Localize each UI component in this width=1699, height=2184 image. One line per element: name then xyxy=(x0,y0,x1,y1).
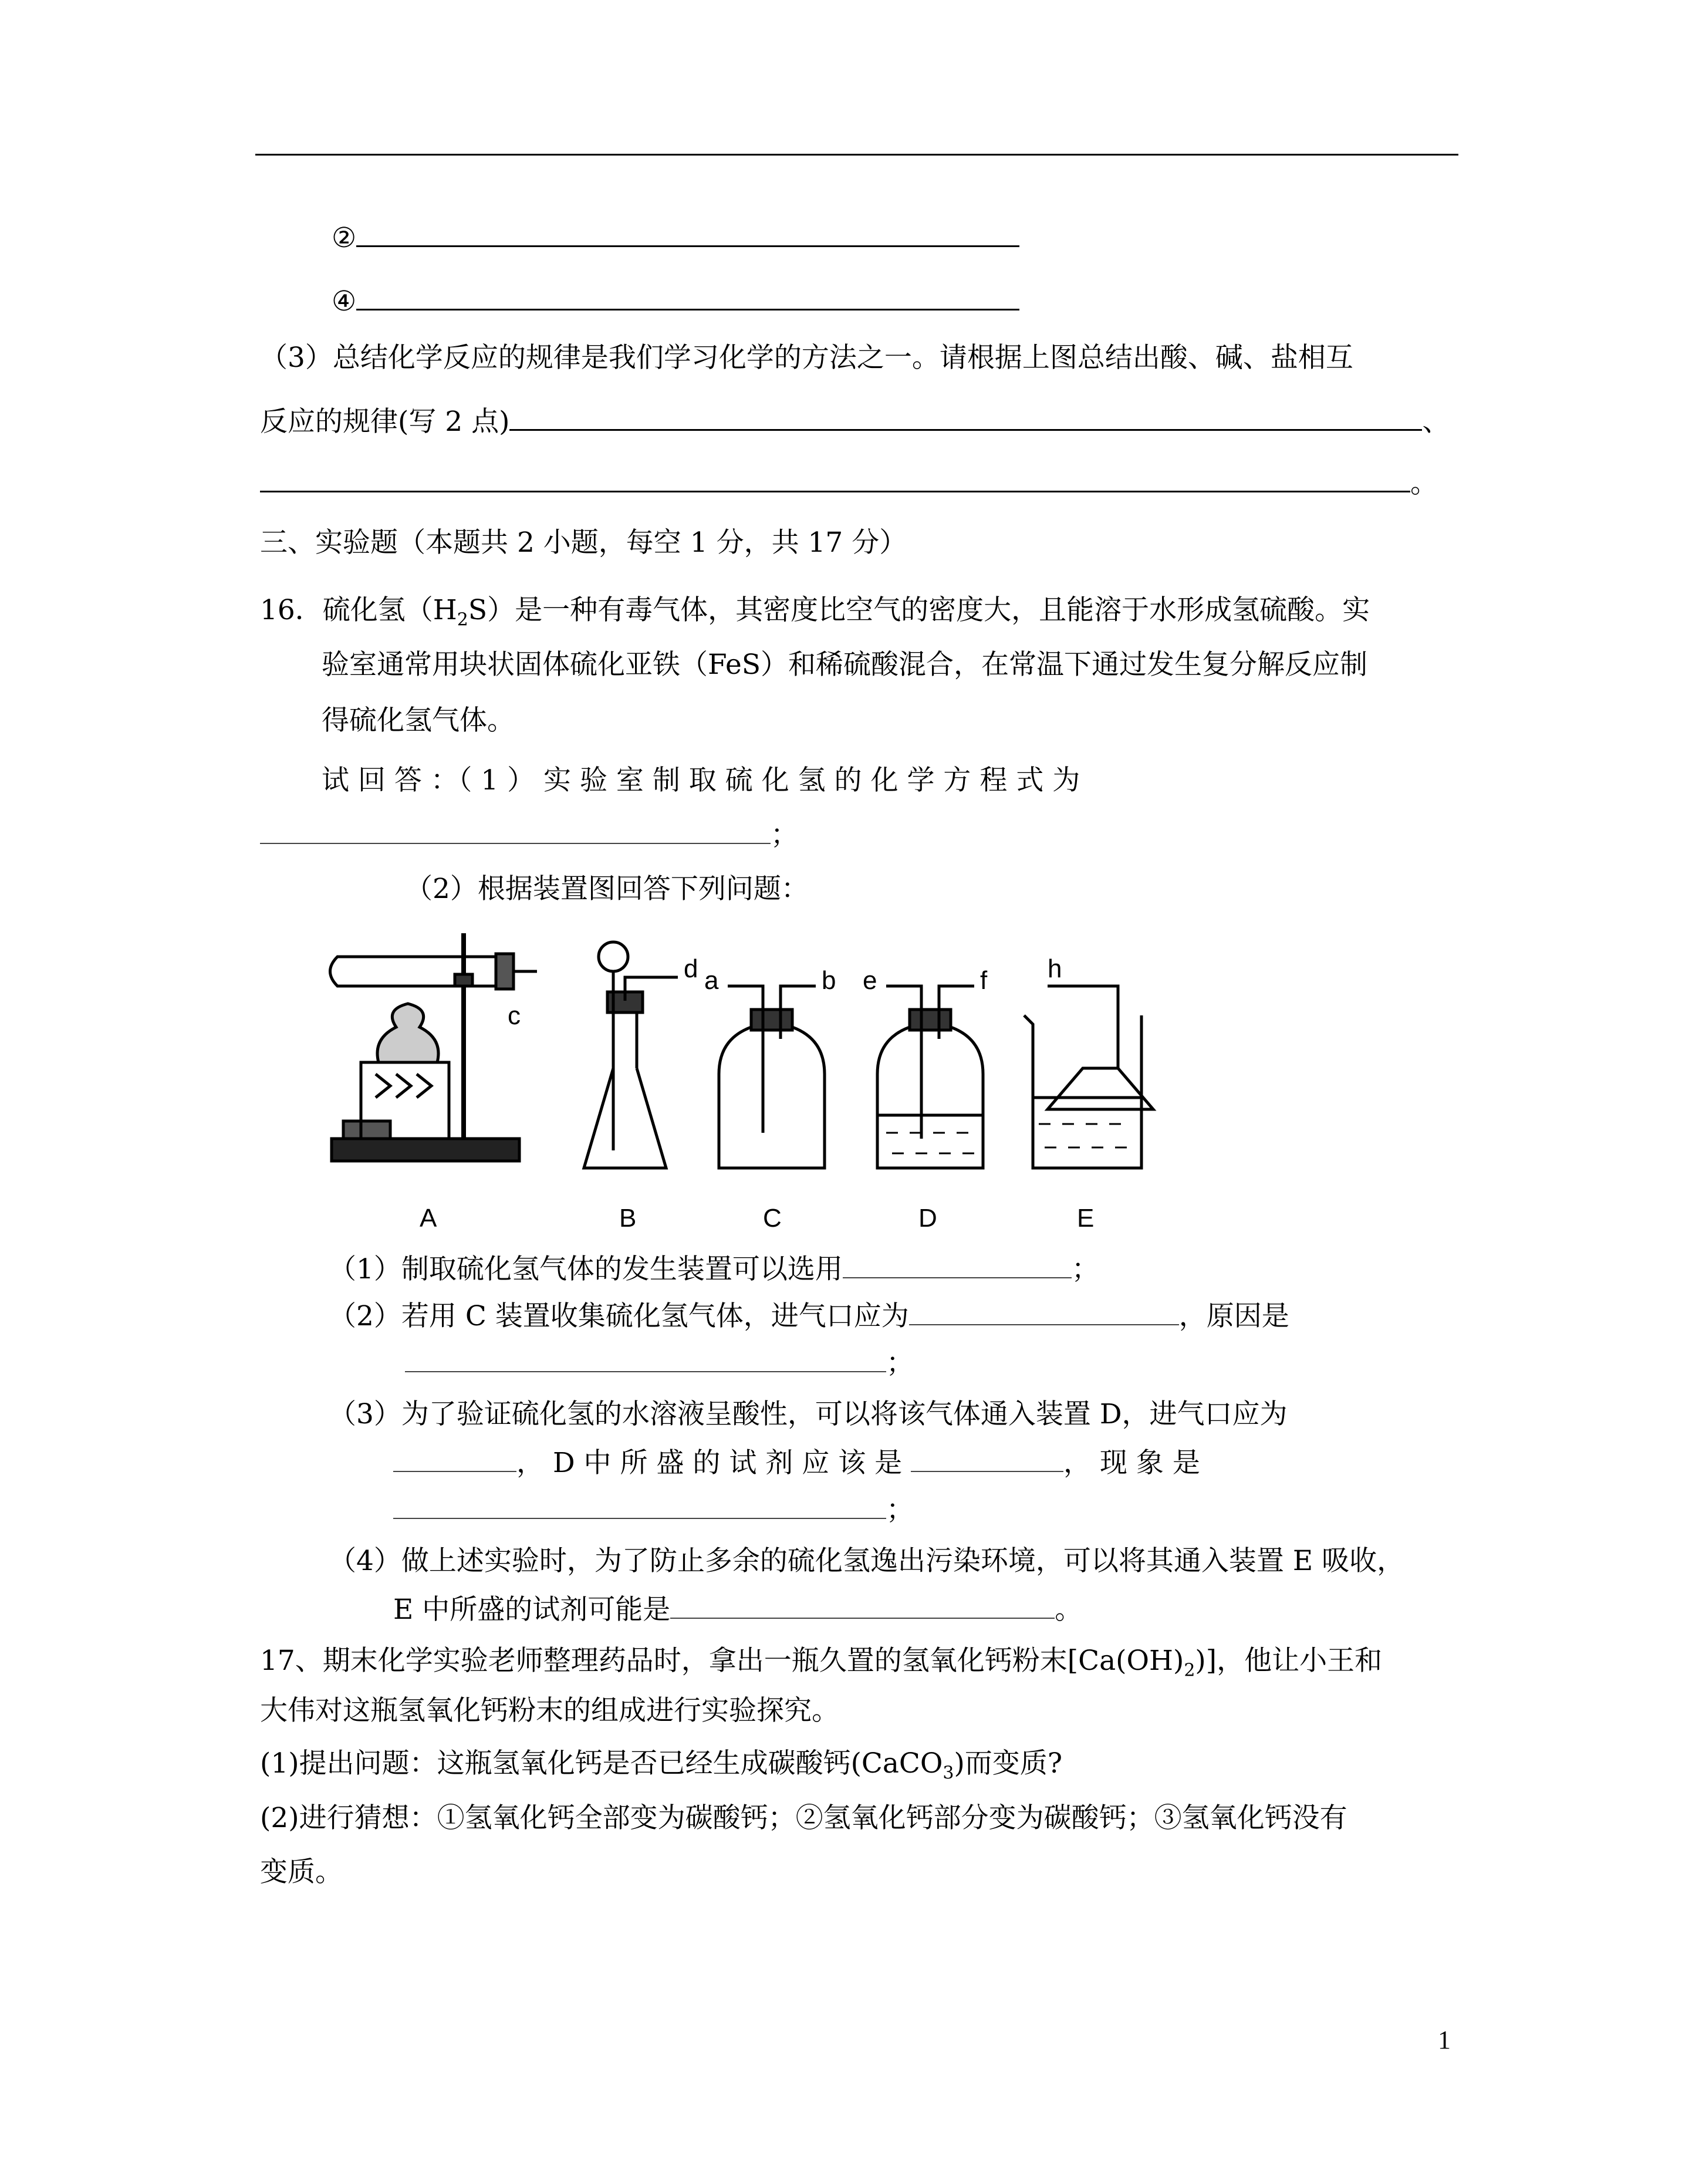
answer-blank[interactable] xyxy=(393,1491,886,1519)
apparatus-label-d: D xyxy=(918,1204,937,1233)
q16-sub1: （1）制取硫化氢气体的发生装置可以选用 ； xyxy=(329,1250,1099,1287)
q16-line1: 16．硫化氢$(H_2S)$是一种有毒气体，其密度比空气的密度大，且能溶于水形成氢硫酸。实 xyxy=(260,594,1370,630)
q15-item-4: ④ xyxy=(332,282,1019,319)
apparatus-label-a: A xyxy=(420,1204,437,1233)
q16-sub3-cont2: ； xyxy=(393,1491,914,1528)
apparatus-b xyxy=(584,942,678,1168)
apparatus-label-e: E xyxy=(1077,1204,1095,1233)
answer-blank[interactable] xyxy=(911,1444,1063,1472)
answer-blank[interactable] xyxy=(843,1250,1072,1278)
q17-line5: 变质。 xyxy=(260,1856,343,1888)
q15-item-2: ② xyxy=(332,218,1019,256)
q15-part3-line3: 。 xyxy=(260,464,1438,501)
q16-line3: 得硫化氢气体。 xyxy=(322,704,515,737)
apparatus-label-c: C xyxy=(763,1204,782,1233)
port-a-label: a xyxy=(704,966,719,995)
q16-sub4-cont: E 中所盛的试剂可能是 。 xyxy=(393,1591,1082,1628)
answer-blank[interactable] xyxy=(405,1344,886,1372)
page-number: 1 xyxy=(1438,2026,1451,2054)
apparatus-d xyxy=(877,986,983,1168)
port-e-label: e xyxy=(863,966,877,995)
q16-sub4: （4）做上述实验时，为了防止多余的硫化氢逸出污染环境，可以将其通入装置 E 吸收， xyxy=(329,1545,1405,1577)
answer-blank[interactable] xyxy=(356,282,1019,310)
answer-blank[interactable] xyxy=(260,816,771,844)
q15-part3-line1: （3）总结化学反应的规律是我们学习化学的方法之一。请根据上图总结出酸、碱、盐相互 xyxy=(260,342,1353,374)
q16-sub2-cont: ； xyxy=(405,1344,914,1381)
answer-blank[interactable] xyxy=(393,1444,516,1472)
apparatus-figure xyxy=(320,921,1376,1250)
q16-sub3: （3）为了验证硫化氢的水溶液呈酸性，可以将该气体通入装置 D，进气口应为 xyxy=(329,1398,1288,1430)
answer-blank[interactable] xyxy=(670,1591,1055,1619)
q16-line2: 验室通常用块状固体硫化亚铁（FeS）和稀硫酸混合，在常温下通过发生复分解反应制 xyxy=(322,649,1368,681)
answer-blank[interactable] xyxy=(356,218,1019,247)
answer-blank[interactable] xyxy=(909,1297,1179,1325)
port-d-label: d xyxy=(684,954,698,983)
apparatus-c xyxy=(719,986,825,1168)
port-b-label: b xyxy=(822,966,836,995)
port-h-label: h xyxy=(1048,954,1062,983)
q15-part3-line2: 反应的规律(写 2 点) 、 xyxy=(260,402,1450,440)
q16-line5: ； xyxy=(260,816,798,853)
header-rule xyxy=(255,154,1458,156)
q16-sub2: （2）若用 C 装置收集硫化氢气体，进气口应为 ，原因是 xyxy=(329,1297,1289,1334)
q17-line1: 17、期末化学实验老师整理药品时，拿出一瓶久置的氢氧化钙粉末$[Ca(OH)_2)$]，他让小王和 xyxy=(260,1645,1383,1681)
apparatus-e xyxy=(1024,986,1153,1168)
answer-blank[interactable] xyxy=(260,464,1410,492)
q16-sub3-cont: ， D 中 所 盛 的 试 剂 应 该 是 ， 现 象 是 xyxy=(393,1444,1200,1481)
q17-line2: 大伟对这瓶氢氧化钙粉末的组成进行实验探究。 xyxy=(260,1694,839,1727)
q17-line4: (2)进行猜想：①氢氧化钙全部变为碳酸钙；②氢氧化钙部分变为碳酸钙；③氢氧化钙没有 xyxy=(260,1802,1347,1834)
port-c-label: c xyxy=(508,1001,521,1030)
apparatus-a xyxy=(330,933,538,1161)
q17-line3: (1)提出问题：这瓶氢氧化钙是否已经生成碳酸钙(CaCO$_3$)而变质? xyxy=(260,1747,1063,1784)
q16-line4: 试 回 答 ：（ 1 ） 实 验 室 制 取 硫 化 氢 的 化 学 方 程 式 为 xyxy=(322,764,1080,796)
apparatus-label-b: B xyxy=(619,1204,637,1233)
port-f-label: f xyxy=(980,966,988,995)
section-heading: 三、实验题（本题共 2 小题，每空 1 分，共 17 分） xyxy=(260,526,907,559)
answer-blank[interactable] xyxy=(509,402,1422,431)
q16-line6: （2）根据装置图回答下列问题： xyxy=(405,873,809,905)
